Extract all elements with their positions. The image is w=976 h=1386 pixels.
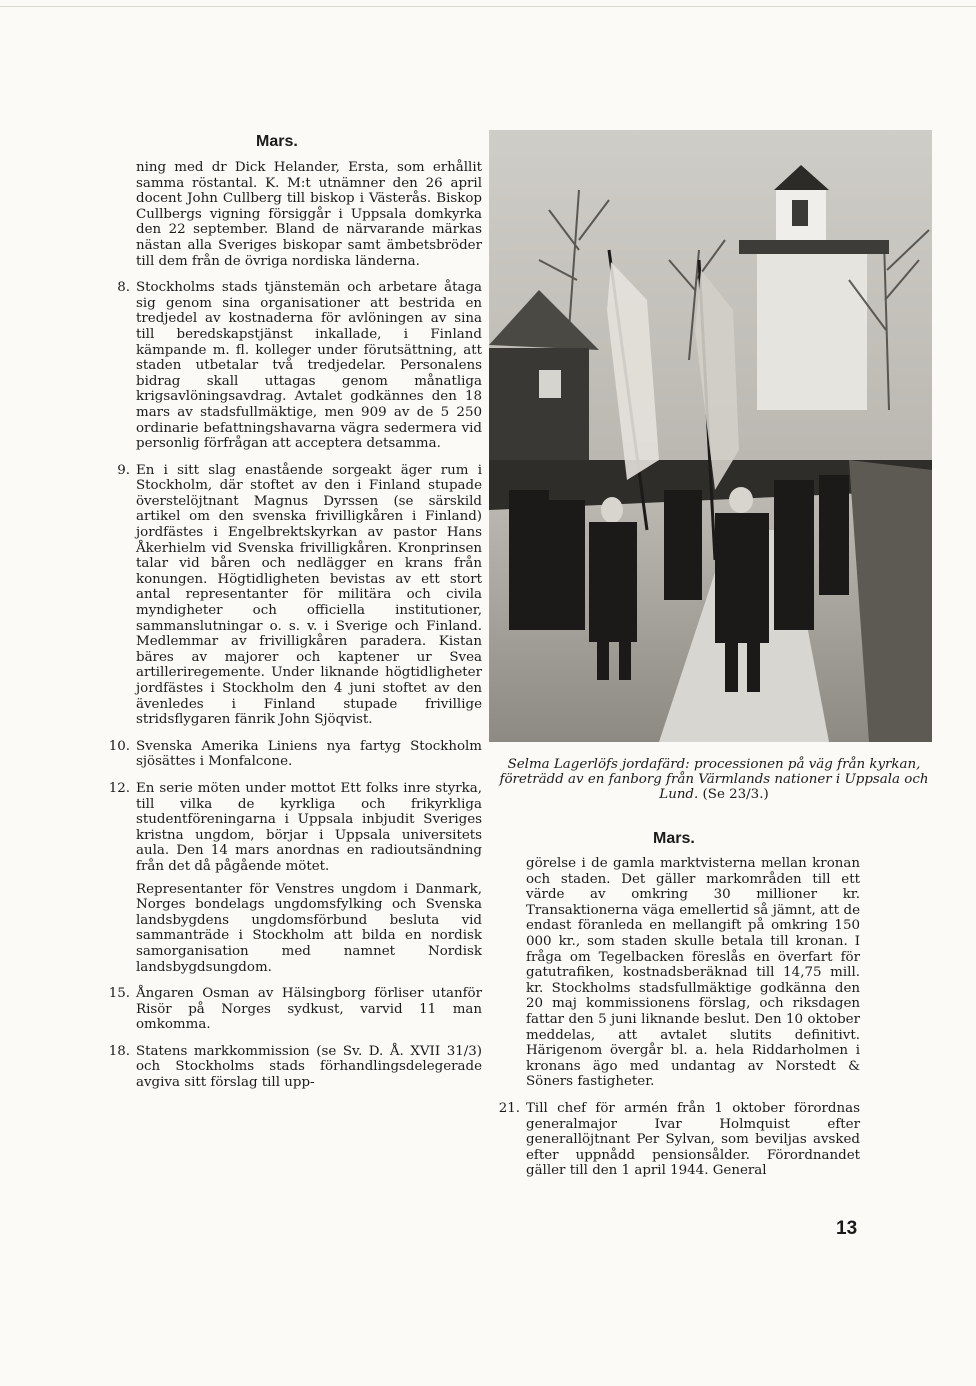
procession-photo [489, 130, 932, 742]
entry-text: Stockholms stads tjänstemän och arbetare åtaga sig genom sina organisationer att bestrida en tredjedel av kostnaderna för avlöningen av sina till beredskapstjänst inkallade, i Finland kämpande m. fl. kolleger under förutsättning, att staden utbetalar två tredjedelar. Personalens bidrag skall uttagas genom månatliga krigsavlöningsavdrag. Avtalet godkännes den 18 mars av stadsfullmäktige, men 909 av de 5 250 ordinarie befattningshavarna vägra sedermera vid personlig förfrågan att acceptera detsamma. [136, 280, 482, 452]
month-heading-right: Mars. [653, 830, 695, 847]
entry-intro [112, 160, 482, 269]
photo-caption-text: Selma Lagerlöfs jordafärd: processionen på väg från kyrkan, företrädd av en fanborg från Värmlands nationer i Uppsala och Lund. [499, 757, 929, 802]
month-heading-left: Mars. [256, 133, 298, 150]
entry-text: Ångaren Osman av Hälsingborg förliser utanför Risör på Norges sydkust, varvid 11 man omkomma. [136, 986, 482, 1033]
entry-day-9 [112, 463, 482, 728]
entry-day-number: 21. [498, 1100, 520, 1116]
entry-text: En i sitt slag enastående sorgeakt äger rum i Stockholm, där stoftet av den i Finland stupade överstelöjtnant Magnus Dyrssen (se särskild artikel om den svenska frivilligkåren i Finland) jordfästes i Engelbrektskyrkan av pastor Hans Åkerhielm vid Svenska frivilligkåren. Kronprinsen talar vid båren och nedlägger en krans från konungen. Högtidligheten bevistas av ett stort antal representanter för militära och civila myndigheter och officiella institutioner, sammanslutningar o. s. v. i Sverige och Finland. Medlemmar av frivilligkåren paradera. Kistan bäres av majorer och kaptener ur Svea artilleriregemente. Under liknande högtidligheter jordfästes i Stockholm den 4 juni stoftet av den ävenledes i Finland stupade frivillige stridsflygaren fänrik John Sjöqvist. [136, 462, 482, 728]
entry-intro-text: ning med dr Dick Helander, Ersta, som erhållit samma röstantal. K. M:t utnämner den 26 april docent John Cullberg till biskop i Västerås. Biskop Cullbergs vigning försiggår i Uppsala domkyrka den 22 september. Bland de närvarande märkas nästan alla Sveriges biskopar samt ämbetsbröder till dem från de övriga nordiska länderna. [136, 160, 482, 269]
entry-day-12 [108, 780, 482, 975]
entry-day-number: 8. [117, 280, 130, 296]
entry-text-second-paragraph: Representanter för Venstres ungdom i Danmark, Norges bondelags ungdomsfylking och Svenska landsbygdens ungdomsförbund besluta vid sammanträde i Stockholm att bilda en nordisk samorganisation med namnet Nordisk landsbygdsungdom. [136, 881, 482, 975]
continuation-text: görelse i de gamla marktvisterna mellan kronan och staden. Det gäller markområden till ett värde av omkring 30 millioner kr. Transaktionerna väga emellertid så jämnt, att de endast föranleda en mellangift på omkring 150 000 kr., som staden skulle betala till kronan. I fråga om Tegelbacken föreslås en överfart för gatutrafiken, kostnadsberäknad till 14,75 mill. kr. Stockholms stadsfullmäktige godkänna den 20 maj kommissionens förslag, och riksdagen fattar den 5 juni liknande beslut. Den 10 oktober meddelas, att avtalet slutits definitivt. Härigenom övergår bl. a. hela Riddarholmen i kronans ägo med undantag av Norstedt & Söners fastigheter. [526, 856, 860, 1090]
photo-caption-reference: (Se 23/3.) [702, 787, 769, 802]
entry-day-number: 12. [108, 780, 130, 796]
photo-caption [494, 757, 934, 802]
entry-day-8 [112, 280, 482, 452]
page-top-rule [0, 6, 976, 7]
entry-day-15 [108, 986, 482, 1033]
entry-day-number: 15. [108, 986, 130, 1002]
entry-text: Svenska Amerika Liniens nya fartyg Stockholm sjösättes i Monfalcone. [136, 738, 482, 770]
entry-day-21 [498, 1100, 860, 1179]
procession-photo-illustration [489, 130, 932, 742]
entry-day-number: 18. [108, 1043, 130, 1059]
entry-day-number: 10. [108, 738, 130, 754]
page-number: 13 [836, 1218, 858, 1239]
right-text-column [498, 856, 860, 1190]
entry-day-10 [108, 738, 482, 770]
entry-day-number: 9. [117, 462, 130, 478]
entry-day-18 [108, 1043, 482, 1091]
entry-text: Statens markkommission (se Sv. D. Å. XVII 31/3) och Stockholms stads förhandlingsdelegerade avgiva sitt förslag till upp- [136, 1043, 482, 1091]
entry-text: En serie möten under mottot Ett folks inre styrka, till vilka de kyrkliga och frikyrkliga studentföreningarna i Uppsala inbjudit Sveriges kristna ungdom, börjar i Uppsala universitets aula. Den 14 mars anordnas en radioutsändning från det då pågående mötet. [136, 780, 482, 874]
left-text-column [108, 160, 482, 1102]
entry-text: Till chef för armén från 1 oktober förordnas generalmajor Ivar Holmquist efter generallöjtnant Per Sylvan, som beviljas avsked efter uppnådd pensionsålder. Förordnandet gäller till den 1 april 1944. General [526, 1100, 860, 1179]
